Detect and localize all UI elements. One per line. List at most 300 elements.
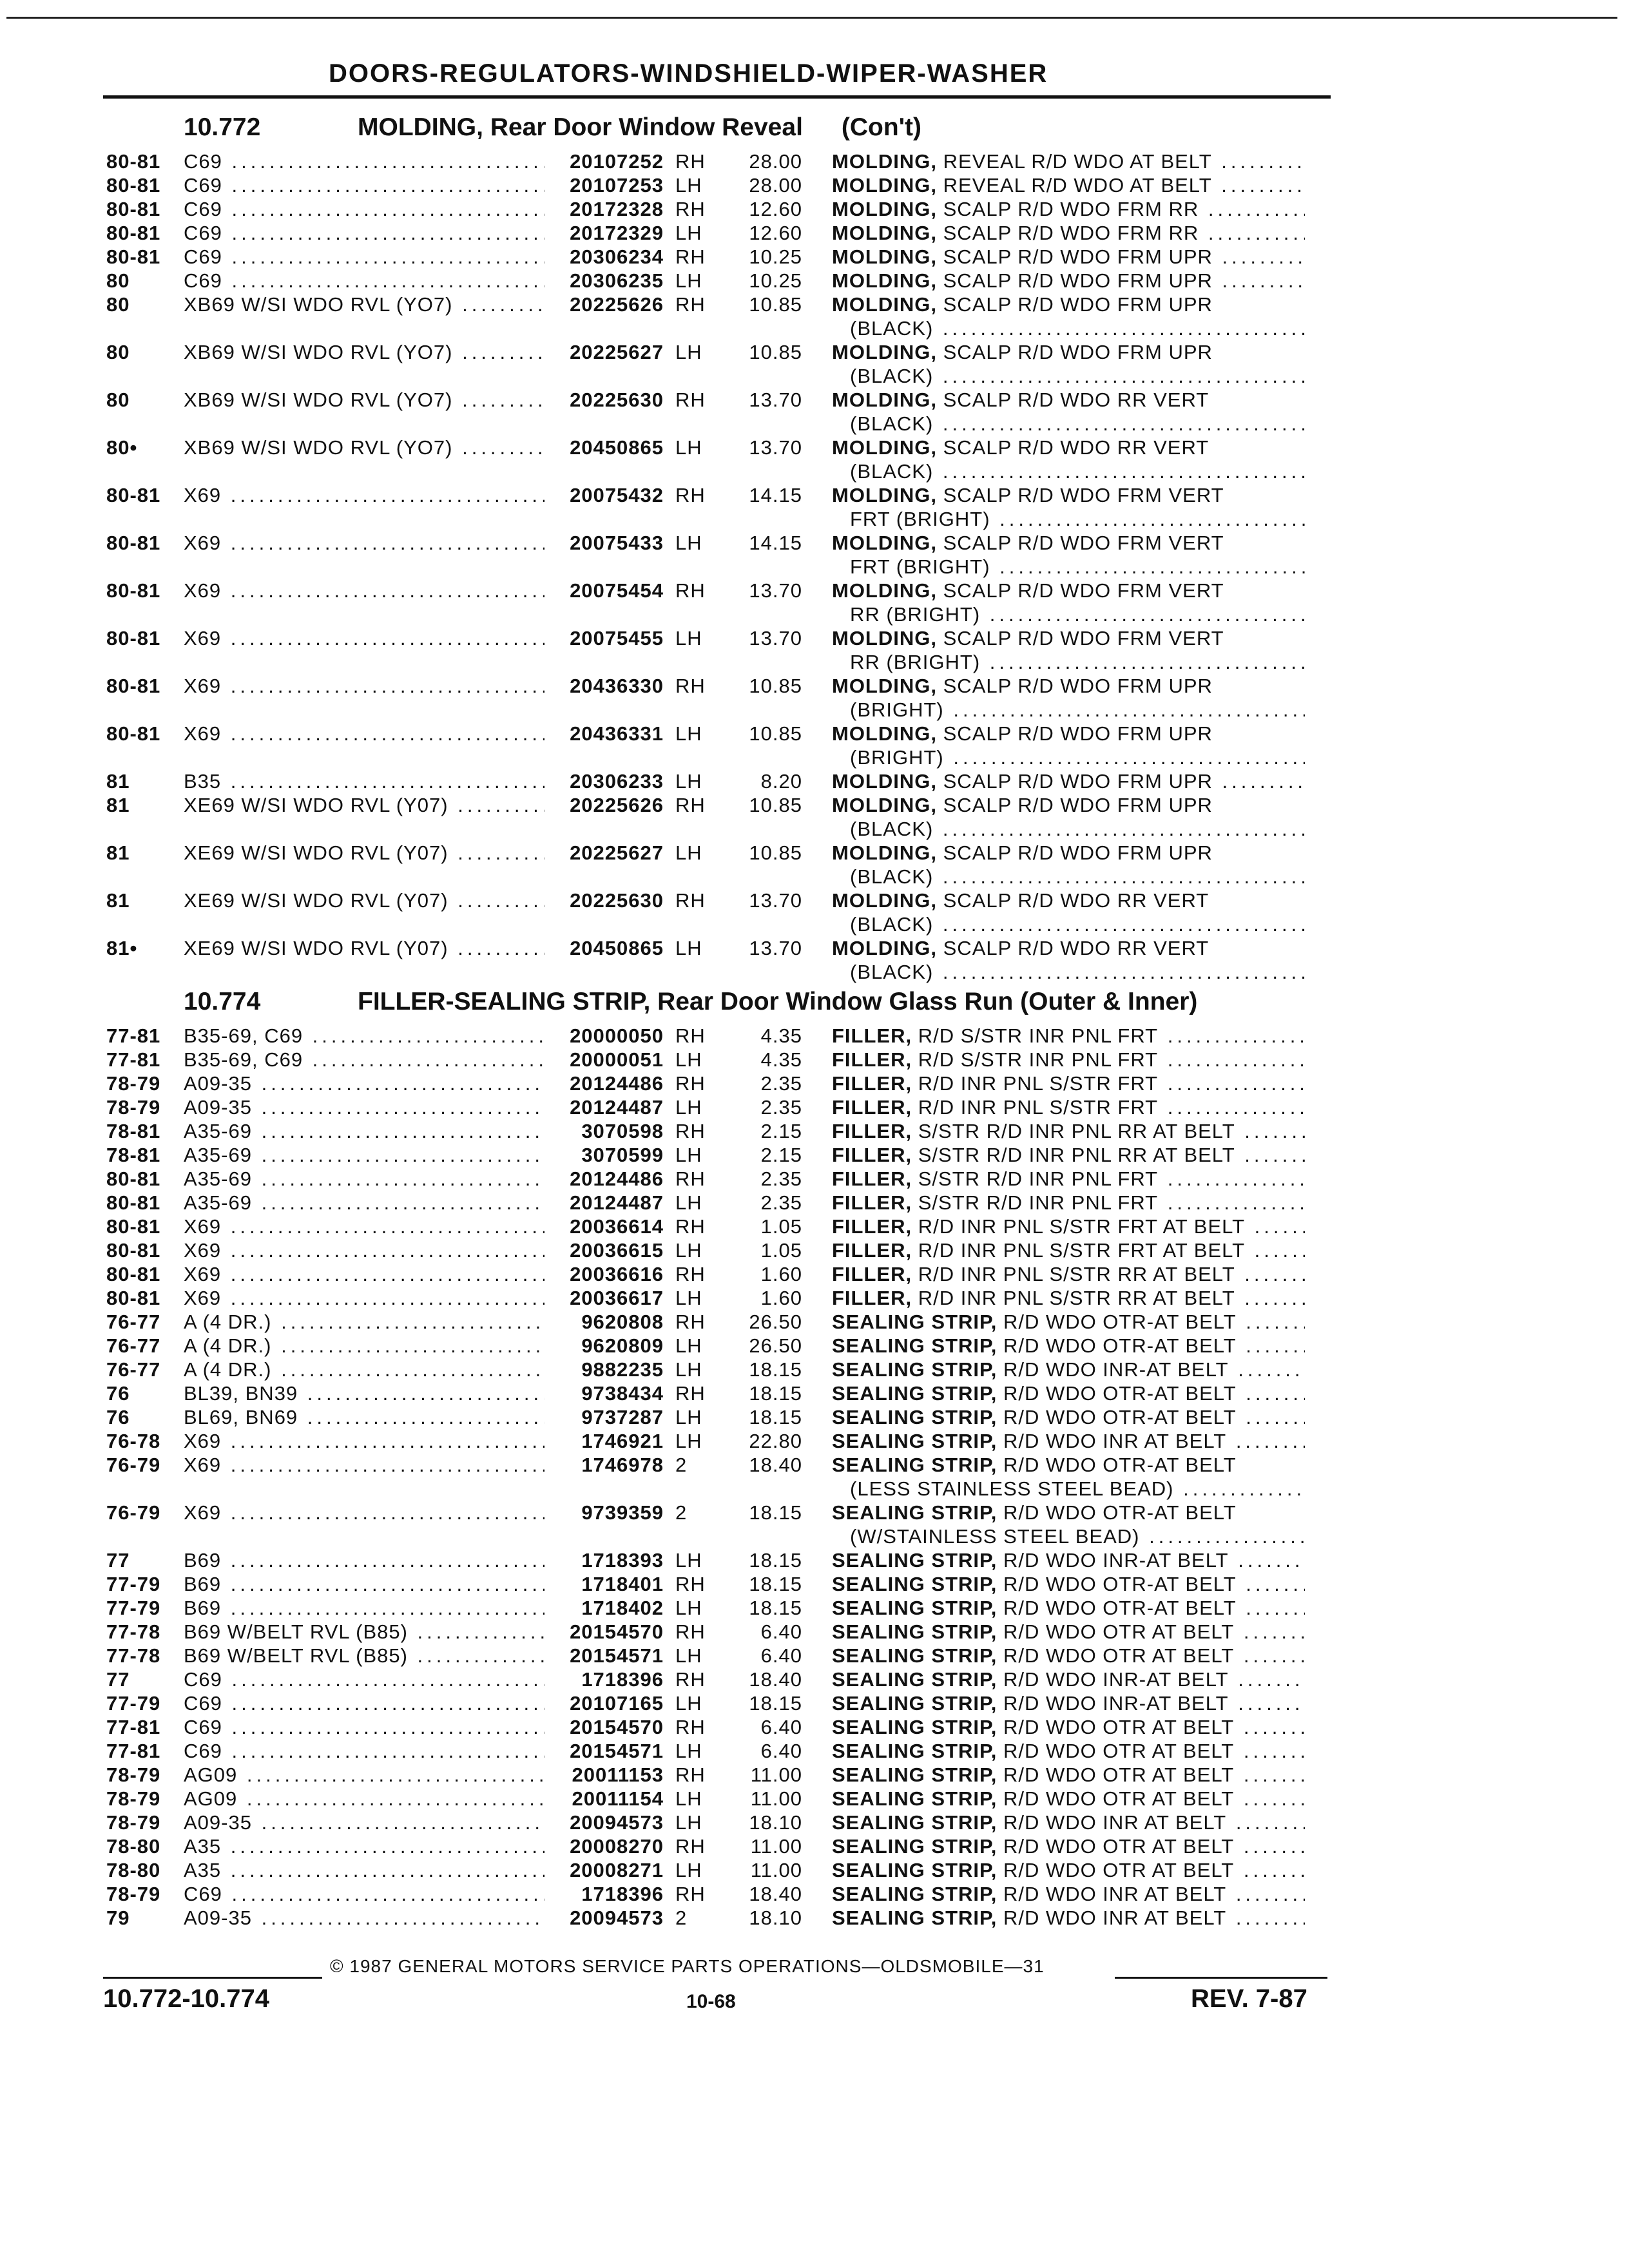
year-cell: 77-81 [106, 1716, 161, 1738]
year-cell: 76-77 [106, 1311, 161, 1333]
description-category: FILLER, [832, 1239, 912, 1262]
description-cell [809, 531, 1305, 579]
table-row [106, 793, 1331, 841]
description-text: R/D INR PNL S/STR RR AT BELT ..... [918, 1287, 1305, 1309]
price-cell: 18.15 [749, 1573, 802, 1595]
price-cell: 18.40 [749, 1454, 802, 1476]
table-row [106, 936, 1331, 984]
price-cell: 13.70 [749, 389, 802, 411]
description-continuation-text: (BLACK) ..... [850, 460, 1305, 483]
description-line [832, 1715, 1305, 1739]
year-cell: 80-81 [106, 722, 161, 745]
table-row [106, 1667, 1331, 1691]
model-text: A35-69 ..... [184, 1120, 545, 1142]
description-continuation [832, 817, 1305, 841]
description-continuation [832, 1524, 1305, 1548]
description-continuation [832, 912, 1305, 936]
description-cell [809, 1834, 1305, 1858]
description-line [832, 1048, 1305, 1072]
description-text: SCALP R/D WDO FRM UPR [943, 841, 1213, 864]
price-cell: 10.85 [749, 722, 802, 745]
model-cell [184, 1405, 545, 1429]
description-cell [809, 936, 1305, 984]
description-line [832, 1262, 1305, 1286]
model-cell [184, 1596, 545, 1620]
year-cell: 77-81 [106, 1024, 161, 1047]
model-cell [184, 674, 545, 722]
price-cell: 26.50 [749, 1311, 802, 1333]
model-cell [184, 1381, 545, 1405]
model-cell [184, 1906, 545, 1930]
description-text: SCALP R/D WDO RR VERT [943, 889, 1210, 912]
model-cell [184, 1501, 545, 1548]
model-text: A09-35 ..... [184, 1811, 545, 1834]
model-cell [184, 1548, 545, 1572]
description-text: R/D WDO OTR-AT BELT [1003, 1501, 1237, 1524]
model-text: X69 ..... [184, 1239, 545, 1262]
model-cell [184, 1286, 545, 1310]
price-cell: 14.15 [749, 484, 802, 506]
model-text: C69 ..... [184, 150, 545, 173]
description-text: SCALP R/D WDO FRM RR ..... [943, 198, 1305, 220]
description-line [832, 1572, 1305, 1596]
table-row [106, 722, 1331, 769]
description-continuation-text: (BLACK) ..... [850, 365, 1305, 387]
model-text: XB69 W/SI WDO RVL (YO7) ..... [184, 341, 545, 363]
description-line [832, 674, 1305, 698]
side-qty-cell: LH [675, 1430, 702, 1452]
side-qty-cell: LH [675, 1334, 702, 1357]
description-text: R/D WDO INR AT BELT ..... [1003, 1907, 1305, 1929]
description-line [832, 1548, 1305, 1572]
model-cell [184, 1310, 545, 1334]
description-category: MOLDING, [832, 937, 937, 959]
price-cell: 28.00 [749, 150, 802, 173]
description-text: SCALP R/D WDO FRM UPR ..... [943, 770, 1305, 793]
description-line [832, 1310, 1305, 1334]
part-number-cell: 20306233 [570, 770, 664, 793]
table-row [106, 1024, 1331, 1048]
description-line [832, 1763, 1305, 1787]
table-row [106, 1405, 1331, 1429]
side-qty-cell: RH [675, 1668, 706, 1691]
description-cell [809, 1095, 1305, 1119]
description-line [832, 1095, 1305, 1119]
price-cell: 13.70 [749, 436, 802, 459]
description-line [832, 841, 1305, 865]
part-number-cell: 20011153 [572, 1763, 664, 1786]
table-row [106, 173, 1331, 197]
part-number-cell: 20172329 [570, 222, 664, 244]
description-cell [809, 674, 1305, 722]
section-title: MOLDING, Rear Door Window Reveal [358, 113, 803, 141]
description-continuation [832, 650, 1305, 674]
model-text: A35-69 ..... [184, 1144, 545, 1166]
description-continuation-text: FRT (BRIGHT) ..... [850, 508, 1305, 530]
description-cell [809, 793, 1305, 841]
description-continuation-text: (BLACK) ..... [850, 317, 1305, 340]
price-cell: 4.35 [760, 1024, 802, 1047]
side-qty-cell: RH [675, 1168, 706, 1190]
description-line [832, 626, 1305, 650]
model-text: XB69 W/SI WDO RVL (YO7) ..... [184, 389, 545, 411]
side-qty-cell: LH [675, 1549, 702, 1571]
description-text: R/D WDO OTR-AT BELT ..... [1003, 1382, 1305, 1405]
footer-page-number: 10-68 [686, 1991, 736, 2012]
model-cell [184, 1143, 545, 1167]
model-cell [184, 1739, 545, 1763]
description-text: R/D WDO INR AT BELT ..... [1003, 1430, 1305, 1452]
description-line [832, 1787, 1305, 1811]
part-number-cell: 20124486 [570, 1072, 664, 1095]
description-continuation-text: (BLACK) ..... [850, 865, 1305, 888]
description-continuation [832, 459, 1305, 483]
description-category: FILLER, [832, 1024, 912, 1047]
description-category: SEALING STRIP, [832, 1811, 998, 1834]
part-number-cell: 9737287 [581, 1406, 664, 1428]
description-continuation [832, 1477, 1305, 1501]
year-cell: 79 [106, 1907, 130, 1929]
side-qty-cell: RH [675, 794, 706, 816]
table-row [106, 1310, 1331, 1334]
year-cell: 77-79 [106, 1573, 161, 1595]
part-number-cell: 3070599 [581, 1144, 664, 1166]
side-qty-cell: LH [675, 722, 702, 745]
part-number-cell: 20036615 [570, 1239, 664, 1262]
price-cell: 2.35 [760, 1072, 802, 1095]
part-number-cell: 1718396 [581, 1668, 664, 1691]
year-cell: 81• [106, 937, 138, 959]
section-header [106, 110, 1331, 149]
description-cell [809, 1882, 1305, 1906]
table-row [106, 1215, 1331, 1238]
price-cell: 6.40 [760, 1716, 802, 1738]
year-cell: 76-79 [106, 1501, 161, 1524]
description-category: SEALING STRIP, [832, 1644, 998, 1667]
description-cell [809, 1358, 1305, 1381]
price-cell: 13.70 [749, 579, 802, 602]
model-text: C69 ..... [184, 174, 545, 197]
description-continuation-text: (W/STAINLESS STEEL BEAD) ..... [850, 1525, 1305, 1548]
side-qty-cell: RH [675, 1024, 706, 1047]
section-number: 10.772 [184, 113, 261, 141]
model-text: C69 ..... [184, 1692, 545, 1715]
description-cell [809, 1858, 1305, 1882]
description-category: FILLER, [832, 1144, 912, 1166]
description-text: SCALP R/D WDO RR VERT [943, 937, 1210, 959]
description-category: SEALING STRIP, [832, 1620, 998, 1643]
description-cell [809, 1048, 1305, 1072]
part-number-cell: 20075432 [570, 484, 664, 506]
model-cell [184, 1048, 545, 1072]
model-cell [184, 1358, 545, 1381]
description-continuation [832, 745, 1305, 769]
model-cell [184, 1882, 545, 1906]
description-text: SCALP R/D WDO FRM UPR [943, 293, 1213, 316]
description-line [832, 1381, 1305, 1405]
model-cell [184, 531, 545, 579]
table-row [106, 483, 1331, 531]
side-qty-cell: LH [675, 841, 702, 864]
description-category: SEALING STRIP, [832, 1358, 998, 1381]
model-cell [184, 579, 545, 626]
description-category: SEALING STRIP, [832, 1406, 998, 1428]
description-text: R/D WDO OTR-AT BELT ..... [1003, 1573, 1305, 1595]
year-cell: 78-79 [106, 1096, 161, 1119]
description-line [832, 1858, 1305, 1882]
description-cell [809, 197, 1305, 221]
table-row [106, 293, 1331, 340]
description-category: SEALING STRIP, [832, 1740, 998, 1762]
model-text: B69 ..... [184, 1549, 545, 1571]
part-number-cell: 20008271 [570, 1859, 664, 1881]
part-number-cell: 20036614 [570, 1215, 664, 1238]
table-row [106, 531, 1331, 579]
description-text: R/D WDO INR AT BELT ..... [1003, 1883, 1305, 1905]
table-row [106, 1048, 1331, 1072]
part-number-cell: 20075454 [570, 579, 664, 602]
description-text: REVEAL R/D WDO AT BELT ..... [943, 174, 1305, 197]
price-cell: 14.15 [749, 532, 802, 554]
side-qty-cell: RH [675, 1573, 706, 1595]
description-cell [809, 1072, 1305, 1095]
description-text: R/D WDO INR-AT BELT ..... [1003, 1358, 1305, 1381]
year-cell: 78-79 [106, 1763, 161, 1786]
year-cell: 80 [106, 293, 130, 316]
table-row [106, 1858, 1331, 1882]
model-text: B35-69, C69 ..... [184, 1024, 545, 1047]
model-text: BL39, BN39 ..... [184, 1382, 545, 1405]
year-cell: 80-81 [106, 627, 161, 649]
side-qty-cell: LH [675, 1191, 702, 1214]
model-cell [184, 1667, 545, 1691]
model-text: X69 ..... [184, 1501, 545, 1524]
table-row [106, 1167, 1331, 1191]
part-number-cell: 20107165 [570, 1692, 664, 1715]
description-cell [809, 245, 1305, 269]
description-cell [809, 1620, 1305, 1644]
description-category: FILLER, [832, 1263, 912, 1285]
description-line [832, 1811, 1305, 1834]
description-line [832, 1024, 1305, 1048]
description-cell [809, 1715, 1305, 1739]
side-qty-cell: RH [675, 1620, 706, 1643]
year-cell: 77-79 [106, 1692, 161, 1715]
table-row [106, 1548, 1331, 1572]
model-text: X69 ..... [184, 1215, 545, 1238]
copyright-notice: © 1987 GENERAL MOTORS SERVICE PARTS OPERATIONS—OLDSMOBILE—31 [330, 1956, 1045, 1976]
part-number-cell: 9738434 [581, 1382, 664, 1405]
part-number-cell: 20011154 [572, 1787, 664, 1810]
description-text: R/D WDO INR-AT BELT ..... [1003, 1549, 1305, 1571]
description-category: MOLDING, [832, 222, 937, 244]
price-cell: 1.60 [760, 1263, 802, 1285]
description-text: R/D S/STR INR PNL FRT ..... [918, 1048, 1305, 1071]
description-continuation [832, 364, 1305, 388]
description-category: FILLER, [832, 1048, 912, 1071]
description-cell [809, 1334, 1305, 1358]
description-text: SCALP R/D WDO FRM UPR ..... [943, 269, 1305, 292]
model-cell [184, 626, 545, 674]
year-cell: 78-80 [106, 1835, 161, 1858]
model-text: A (4 DR.) ..... [184, 1311, 545, 1333]
table-row [106, 1787, 1331, 1811]
table-row [106, 1334, 1331, 1358]
side-qty-cell: RH [675, 1716, 706, 1738]
model-text: B35 ..... [184, 770, 545, 793]
description-category: SEALING STRIP, [832, 1573, 998, 1595]
description-cell [809, 1238, 1305, 1262]
year-cell: 80-81 [106, 245, 161, 268]
year-cell: 80-81 [106, 484, 161, 506]
price-cell: 2.15 [760, 1144, 802, 1166]
part-number-cell: 20225626 [570, 293, 664, 316]
price-cell: 10.85 [749, 341, 802, 363]
side-qty-cell: LH [675, 341, 702, 363]
table-row [106, 1262, 1331, 1286]
table-row [106, 1763, 1331, 1787]
description-continuation [832, 960, 1305, 984]
description-line [832, 722, 1305, 745]
description-cell [809, 1572, 1305, 1596]
description-text: S/STR R/D INR PNL RR AT BELT ..... [918, 1144, 1305, 1166]
side-qty-cell: RH [675, 198, 706, 220]
description-cell [809, 1811, 1305, 1834]
description-category: SEALING STRIP, [832, 1883, 998, 1905]
side-qty-cell: 2 [675, 1501, 688, 1524]
description-category: MOLDING, [832, 436, 937, 459]
part-number-cell: 20008270 [570, 1835, 664, 1858]
side-qty-cell: 2 [675, 1454, 688, 1476]
part-number-cell: 1746921 [581, 1430, 664, 1452]
description-text: S/STR R/D INR PNL RR AT BELT ..... [918, 1120, 1305, 1142]
description-category: SEALING STRIP, [832, 1763, 998, 1786]
model-cell [184, 197, 545, 221]
description-text: R/D WDO INR AT BELT ..... [1003, 1811, 1305, 1834]
part-number-cell: 1718401 [581, 1573, 664, 1595]
year-cell: 80-81 [106, 1239, 161, 1262]
description-category: FILLER, [832, 1215, 912, 1238]
description-cell [809, 1906, 1305, 1930]
model-cell [184, 436, 545, 483]
description-cell [809, 722, 1305, 769]
price-cell: 18.40 [749, 1883, 802, 1905]
description-text: SCALP R/D WDO FRM UPR [943, 675, 1213, 697]
price-cell: 18.15 [749, 1358, 802, 1381]
part-number-cell: 9739359 [581, 1501, 664, 1524]
model-cell [184, 1024, 545, 1048]
side-qty-cell: LH [675, 1358, 702, 1381]
model-cell [184, 1858, 545, 1882]
description-category: SEALING STRIP, [832, 1907, 998, 1929]
description-continuation-text: (BRIGHT) ..... [850, 698, 1305, 721]
price-cell: 10.25 [749, 245, 802, 268]
description-line [832, 1620, 1305, 1644]
part-number-cell: 1718393 [581, 1549, 664, 1571]
model-cell [184, 1620, 545, 1644]
description-line [832, 1501, 1305, 1524]
year-cell: 76-78 [106, 1430, 161, 1452]
side-qty-cell: LH [675, 1406, 702, 1428]
table-row [106, 1381, 1331, 1405]
side-qty-cell: RH [675, 245, 706, 268]
description-cell [809, 1644, 1305, 1667]
part-number-cell: 20436330 [570, 675, 664, 697]
price-cell: 2.35 [760, 1168, 802, 1190]
model-text: B69 W/BELT RVL (B85) ..... [184, 1620, 545, 1643]
price-cell: 28.00 [749, 174, 802, 197]
description-text: R/D INR PNL S/STR FRT AT BELT ..... [918, 1215, 1305, 1238]
model-cell [184, 1834, 545, 1858]
description-cell [809, 889, 1305, 936]
side-qty-cell: LH [675, 1740, 702, 1762]
description-continuation [832, 507, 1305, 531]
description-line [832, 1238, 1305, 1262]
price-cell: 18.15 [749, 1406, 802, 1428]
model-text: C69 ..... [184, 1740, 545, 1762]
description-category: FILLER, [832, 1287, 912, 1309]
model-text: X69 ..... [184, 579, 545, 602]
side-qty-cell: RH [675, 1215, 706, 1238]
price-cell: 12.60 [749, 222, 802, 244]
price-cell: 13.70 [749, 937, 802, 959]
part-number-cell: 20124487 [570, 1096, 664, 1119]
part-number-cell: 20107253 [570, 174, 664, 197]
section-continued: (Con't) [841, 113, 921, 141]
model-text: A35-69 ..... [184, 1168, 545, 1190]
model-text: C69 ..... [184, 1668, 545, 1691]
model-cell [184, 1095, 545, 1119]
description-line [832, 340, 1305, 364]
description-category: SEALING STRIP, [832, 1692, 998, 1715]
description-line [832, 1739, 1305, 1763]
model-cell [184, 1691, 545, 1715]
part-number-cell: 20036617 [570, 1287, 664, 1309]
description-category: MOLDING, [832, 770, 937, 793]
description-cell [809, 1143, 1305, 1167]
table-row [106, 1143, 1331, 1167]
model-text: X69 ..... [184, 627, 545, 649]
description-text: SCALP R/D WDO RR VERT [943, 389, 1210, 411]
table-row [106, 388, 1331, 436]
description-text: SCALP R/D WDO FRM VERT [943, 627, 1224, 649]
description-line [832, 1882, 1305, 1906]
table-row [106, 149, 1331, 173]
description-cell [809, 149, 1305, 173]
description-category: SEALING STRIP, [832, 1787, 998, 1810]
side-qty-cell: LH [675, 1144, 702, 1166]
model-text: X69 ..... [184, 532, 545, 554]
price-cell: 10.85 [749, 293, 802, 316]
side-qty-cell: LH [675, 1692, 702, 1715]
side-qty-cell: RH [675, 1263, 706, 1285]
side-qty-cell: RH [675, 1763, 706, 1786]
year-cell: 81 [106, 794, 130, 816]
table-row [106, 769, 1331, 793]
model-text: X69 ..... [184, 1454, 545, 1476]
price-cell: 11.00 [750, 1835, 802, 1858]
model-text: XE69 W/SI WDO RVL (Y07) ..... [184, 937, 545, 959]
year-cell: 77 [106, 1668, 130, 1691]
footer-rule-left [103, 1977, 322, 1979]
description-category: SEALING STRIP, [832, 1597, 998, 1619]
side-qty-cell: RH [675, 1311, 706, 1333]
description-cell [809, 579, 1305, 626]
year-cell: 80 [106, 269, 130, 292]
model-text: A35-69 ..... [184, 1191, 545, 1214]
description-text: R/D WDO OTR AT BELT ..... [1003, 1787, 1305, 1810]
side-qty-cell: RH [675, 1382, 706, 1405]
